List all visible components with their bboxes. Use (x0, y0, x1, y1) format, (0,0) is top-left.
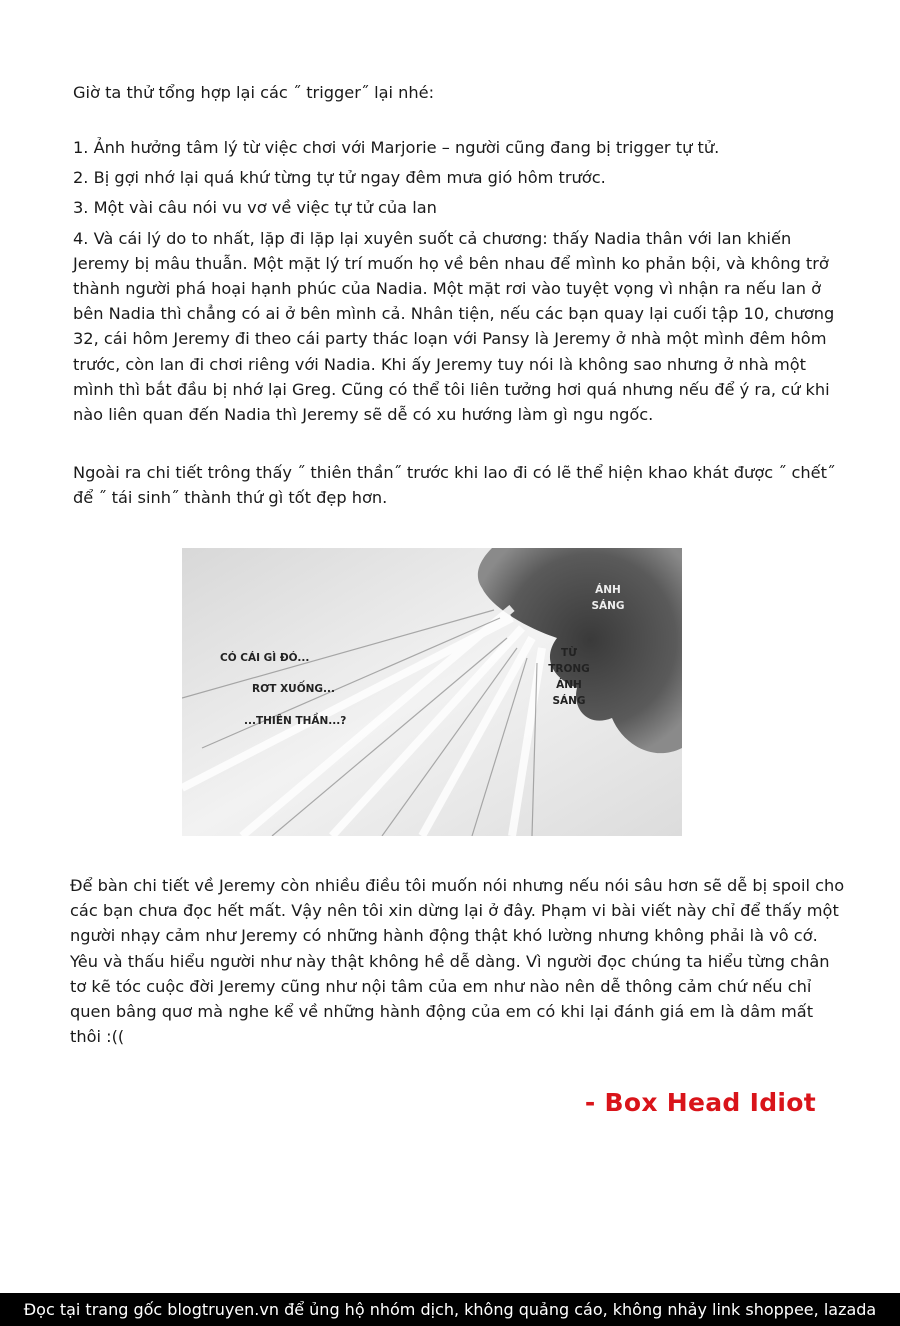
paragraph-conclusion: Để bàn chi tiết về Jeremy còn nhiều điều tôi muốn nói nhưng nếu nói sâu hơn sẽ dễ bị spoil cho các bạn chưa đọc hết mất. Vậy nên tôi xin dừng lại ở đây. Phạm vi bài viết này chỉ để thấy một người nhạy cảm như Jeremy có những hành động thật khó lường nhưng không phải là vô cớ. Yêu và thấu hiểu người như này thật không hề dễ dàng. Vì người đọc chúng ta hiểu từng chân tơ kẽ tóc cuộc đời Jeremy cũng như nội tâm của em như nào nên dễ thông cảm chứ nếu chỉ quen bâng quơ mà nghe kể về những hành động của em có khi lại đánh giá em là dâm mất thôi :(( (70, 876, 845, 1047)
paragraph-angel: Ngoài ra chi tiết trông thấy ˝ thiên thần˝ trước khi lao đi có lẽ thể hiện khao khát được ˝ chết˝ để ˝ tái sinh˝ thành thứ gì tốt đẹp hơn. (73, 463, 836, 508)
caption-from-light: TỪ TRONG ÁNH SÁNG (548, 647, 590, 707)
caption-light: ÁNH SÁNG (591, 584, 625, 612)
list-item: 3. Một vài câu nói vu vơ về việc tự tử của lan (73, 198, 437, 218)
caption-something: CÓ CÁI GÌ ĐÓ... (220, 652, 310, 664)
list-item: 2. Bị gợi nhớ lại quá khứ từng tự tử ngay đêm mưa gió hôm trước. (73, 168, 606, 188)
caption-angel: ...THIÊN THẦN...? (244, 715, 347, 727)
list-item: 4. Và cái lý do to nhất, lặp đi lặp lại xuyên suốt cả chương: thấy Nadia thân với lan khiến Jeremy bị mâu thuẫn. Một mặt lý trí muốn họ về bên nhau để mình ko phản bội, và không trở thành người phá hoại hạnh phúc của Nadia. Một mặt rơi vào tuyệt vọng vì nhận ra nếu lan ở bên Nadia thì chẳng có ai ở bên mình cả. Nhân tiện, nếu các bạn quay lại cuối tập 10, chương 32, cái hôm Jeremy đi theo cái party thác loạn với Pansy là Jeremy ở nhà một mình đêm hôm trước, còn lan đi chơi riêng với Nadia. Khi ấy Jeremy tuy nói là không sao nhưng ở nhà một mình thì bắt đầu bị nhớ lại Greg. Cũng có thể tôi liên tưởng hơi quá nhưng nếu để ý ra, cứ khi nào liên quan đến Nadia thì Jeremy sẽ dễ có xu hướng làm gì ngu ngốc. (73, 228, 835, 425)
intro-text: Giờ ta thử tổng hợp lại các ˝ trigger˝ lại nhé: (73, 83, 435, 102)
footer-banner: Đọc tại trang gốc blogtruyen.vn để ủng hộ nhóm dịch, không quảng cáo, không nhảy link shoppee, lazada (0, 1293, 900, 1326)
trigger-list (73, 135, 843, 432)
author-signature: - Box Head Idiot (584, 1088, 816, 1117)
list-item: 1. Ảnh hưởng tâm lý từ việc chơi với Marjorie – người cũng đang bị trigger tự tử. (73, 138, 720, 157)
manga-panel (182, 548, 682, 836)
caption-falling: RƠT XUỐNG... (252, 683, 335, 695)
